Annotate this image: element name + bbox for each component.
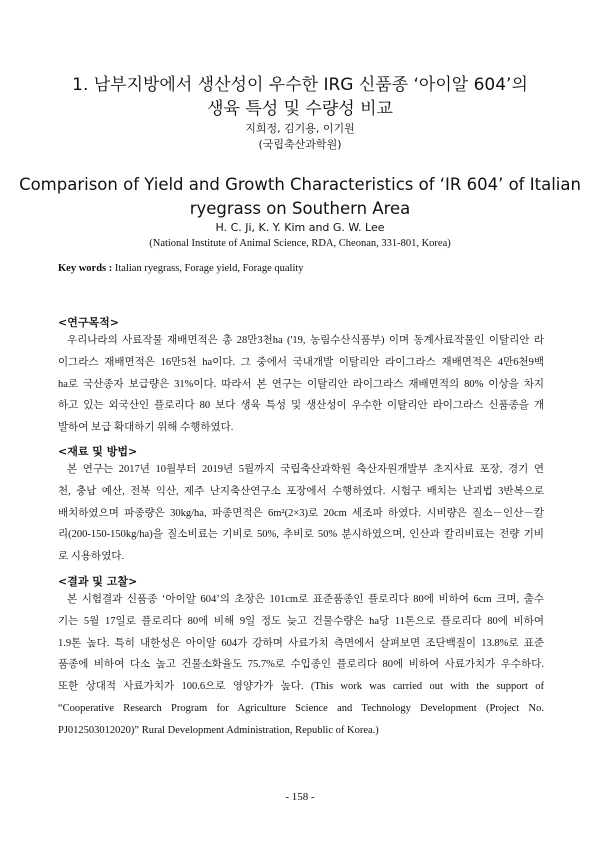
- results-line: 품종에 비하여 다소 높고 건물소화율도 75.7%로 수입종인 플로리다 80에 비하여 사료가치가 우수하다.: [58, 659, 544, 671]
- objective-heading: <연구목적>: [58, 316, 119, 329]
- methods-line: 리(200-150-150kg/ha)을 질소비료는 기비로 50%, 추비로 50% 분시하였으며, 인산과 칼리비료는 전량 기비: [58, 529, 544, 541]
- methods-heading: <재료 및 방법>: [58, 445, 138, 458]
- methods-line: 로 시용하였다.: [58, 551, 125, 563]
- english-institution: (National Institute of Animal Science, RDA, Cheonan, 331-801, Korea): [149, 238, 451, 249]
- results-line: 1.9톤 높다. 특히 내한성은 아이알 604가 강하며 사료가치 측면에서 살펴보면 조단백질이 13.8%로 표준: [58, 637, 544, 649]
- keywords-text: Italian ryegrass, Forage yield, Forage quality: [114, 263, 304, 274]
- objective-line: 발하여 보급 확대하기 위해 수행하였다.: [58, 422, 234, 434]
- page-number: - 158 -: [285, 791, 315, 803]
- results-line: “Cooperative Research Program for Agriculture Science and Technology Development (Project No.: [58, 702, 544, 714]
- english-title-line-1: Comparison of Yield and Growth Characteristics of ‘IR 604’ of Italian: [19, 175, 581, 194]
- methods-line: 천, 충남 예산, 전북 익산, 제주 난지축산연구소 포장에서 수행하였다. 시험구 배치는 난괴법 3반복으로: [58, 485, 544, 497]
- methods-line: 본 연구는 2017년 10월부터 2019년 5월까지 국립축산과학원 축산자원개발부 초지사료 포장, 경기 연: [67, 464, 544, 475]
- korean-title: [0, 73, 600, 121]
- methods-line: 배치하였으며 파종량은 30kg/ha, 파종면적은 6m²(2×3)로 20cm 세조파 하였다. 시비량은 질소－인산－칼: [58, 507, 544, 519]
- korean-authors: 지희정, 김기용, 이기원: [245, 122, 355, 135]
- objective-line: 이그라스 재배면적은 16만5천 ha이다. 그 중에서 국내개발 이탈리안 라이그라스 재배면적은 4만6천9백: [58, 356, 544, 368]
- keywords-label: Key words :: [58, 263, 113, 274]
- objective-line: 우리나라의 사료작물 재배면적은 총 28만3천ha ('19, 농림수산식품부) 이며 동계사료작물인 이탈리안 라: [67, 335, 544, 346]
- results-paragraph: [58, 589, 544, 742]
- korean-title-line-2: 생육 특성 및 수량성 비교: [207, 99, 393, 119]
- results-line: 기는 5월 17일로 플로리다 80에 비해 9일 정도 늦고 건물수량은 ha당 11톤으로 플로리다 80에 비하여: [58, 615, 544, 627]
- results-line: PJ012503012020)” Rural Development Administration, Republic of Korea.): [58, 724, 379, 736]
- methods-paragraph: [58, 459, 544, 568]
- korean-title-line-1: 1. 남부지방에서 생산성이 우수한 IRG 신품종 ‘아이알 604’의: [72, 75, 528, 95]
- results-line: 또한 상대적 사료가치가 100.6으로 영양가가 높다. (This work was carried out with the support of: [58, 681, 544, 693]
- objective-line: 하고 있는 외국산인 플로리다 80 보다 생육 특성 및 생산성이 우수한 이탈리안 라이그라스 신품종을 개: [58, 400, 544, 412]
- english-authors: H. C. Ji, K. Y. Kim and G. W. Lee: [215, 221, 385, 234]
- results-line: 본 시험결과 신품종 ‘아이알 604’의 초장은 101cm로 표준품종인 플로리다 80에 비하여 6cm 크며, 출수: [67, 594, 544, 605]
- english-title-line-2: ryegrass on Southern Area: [189, 199, 411, 218]
- keywords: [58, 261, 304, 276]
- objective-paragraph: [58, 330, 544, 439]
- english-title: [0, 173, 600, 221]
- results-heading: <결과 및 고찰>: [58, 575, 138, 588]
- korean-institution: (국립축산과학원): [258, 138, 342, 151]
- objective-line: ha로 국산종자 보급량은 31%이다. 따라서 본 연구는 이탈리안 라이그라스 재배면적의 80% 이상을 차지: [58, 378, 544, 390]
